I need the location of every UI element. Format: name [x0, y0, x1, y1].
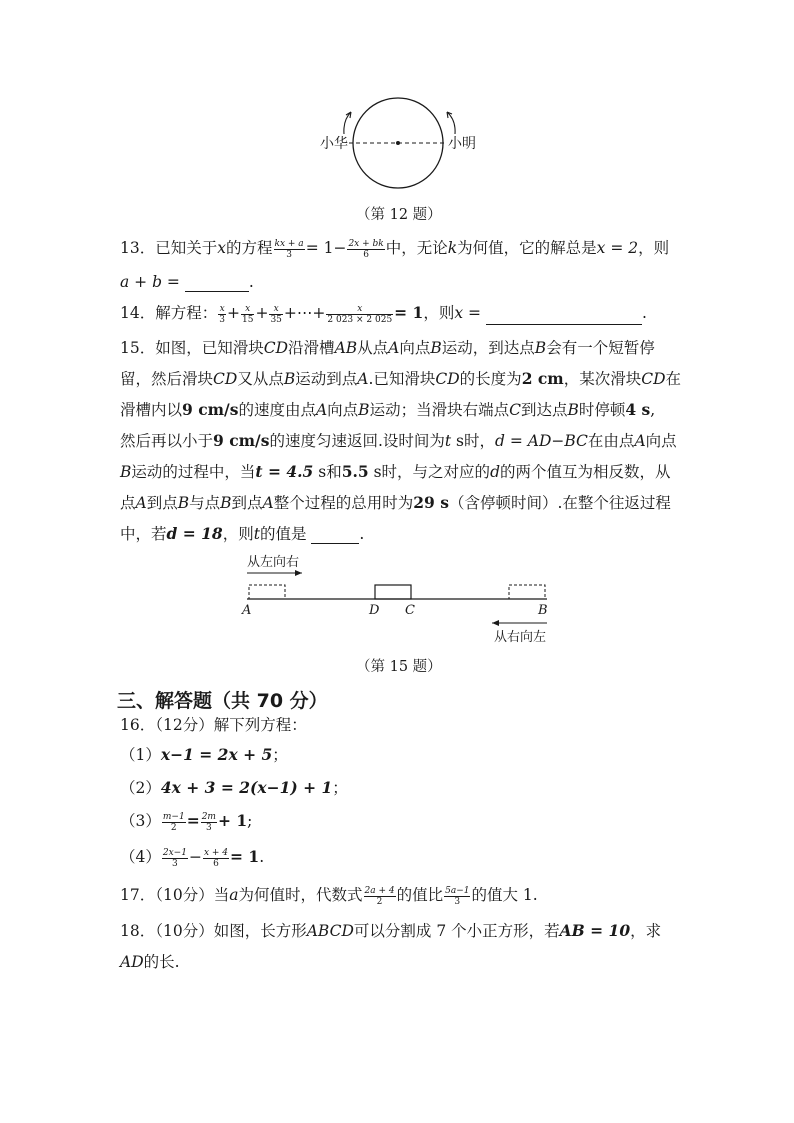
question-16: 16．（12分）解下列方程：: [120, 716, 307, 734]
question-15-line-6: 点A到点B与点B到点A整个过程的总用时为29 s（含停顿时间）.在整个往返过程: [120, 493, 671, 512]
label-xiaohua: 小华: [320, 136, 348, 152]
figure-15-slider-diagram: [236, 548, 566, 650]
question-13-line-2: a + b = .: [120, 273, 254, 291]
section-3-heading: 三、解答题（共 70 分）: [117, 690, 328, 712]
point-b-label: B: [538, 603, 548, 618]
point-d-label: D: [369, 603, 380, 618]
question-18-line-1: 18．（10分）如图，长方形ABCD可以分割成 7 个小正方形，若AB = 10，求: [120, 921, 662, 940]
question-15-line-7: 中，若d = 18，则t的值是 .: [120, 524, 365, 543]
arrow-left-icon: [492, 620, 499, 626]
question-13-line-1: 13．已知关于x的方程 $\frac{kx + a}{3}$ = 1− $\frac{2x + bk}{6}$ 中，无论k为何值，它的解总是x = 2，则: [120, 238, 670, 260]
question-16-item-3: （3） $\frac{m-1}{2}$ = $\frac{2m}{3}$ + 1;: [120, 811, 253, 833]
question-15-line-5: B运动的过程中，当t = 4.5 s和5.5 s时，与之对应的d的两个值互为相反数，从: [120, 462, 671, 481]
question-14: 14．解方程： $\frac{x}{3}$ + $\frac{x}{15}$ + $\frac{x}{35}$ +⋯+ $\frac{x}{2 023 \times 2 025}$ = 1，则x = .: [120, 303, 647, 325]
answer-blank-15[interactable]: [311, 529, 359, 544]
figure-12-caption: （第 12 题）: [356, 207, 442, 223]
question-17: 17．（10分）当a为何值时，代数式 $\frac{2a + 4}{2}$ 的值比 $\frac{5a-1}{3}$ 的值大 1.: [120, 885, 538, 907]
question-15-line-4: 然后再以小于9 cm/s的速度匀速返回.设时间为t s时，d = AD−BC在由点A向点: [120, 431, 677, 450]
question-18-line-2: AD的长.: [120, 953, 180, 971]
figure-12-circle-diagram: [300, 88, 500, 200]
answer-blank-13[interactable]: [185, 277, 249, 292]
right-arrow-icon: [447, 112, 455, 134]
fraction-kx-plus-a-over-3: $\frac{kx + a}{3}$: [274, 238, 304, 260]
label-left-to-right: 从左向右: [247, 555, 300, 570]
label-xiaoming: 小明: [448, 136, 476, 152]
fraction-2x-plus-bk-over-6: $\frac{2x + bk}{6}$: [348, 238, 384, 260]
question-16-item-2: （2）4x + 3 = 2(x−1) + 1；: [120, 778, 348, 797]
slider-end-dashed: [509, 585, 545, 599]
question-15-line-1: 15．如图，已知滑块CD沿滑槽AB从点A向点B运动，到达点B会有一个短暂停: [120, 339, 655, 357]
point-c-label: C: [405, 603, 415, 618]
question-16-item-1: （1）x−1 = 2x + 5；: [120, 745, 288, 764]
slider-start-dashed: [249, 585, 285, 599]
point-a-label: A: [242, 603, 252, 618]
answer-blank-14[interactable]: [486, 310, 642, 325]
question-15-line-2: 留，然后滑块CD又从点B运动到点A.已知滑块CD的长度为2 cm，某次滑块CD在: [120, 369, 682, 388]
slider-cd: [375, 585, 411, 599]
center-dot: [396, 141, 400, 145]
question-15-line-3: 滑槽内以9 cm/s的速度由点A向点B运动；当滑块右端点C到达点B时停顿4 s,: [120, 400, 656, 419]
question-16-item-4: （4） $\frac{2x-1}{3}$ − $\frac{x + 4}{6}$ = 1.: [120, 847, 265, 869]
arrow-right-icon: [295, 570, 302, 576]
figure-15-caption: （第 15 题）: [356, 659, 442, 675]
label-right-to-left: 从右向左: [494, 630, 547, 645]
